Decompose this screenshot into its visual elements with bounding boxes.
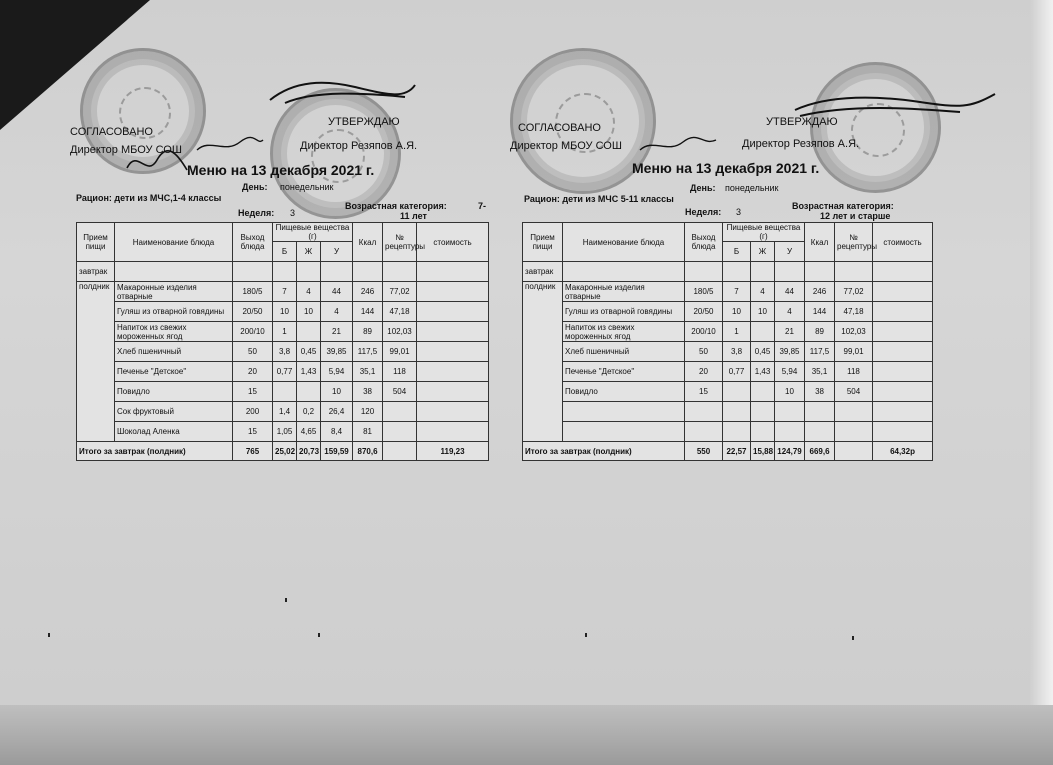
table-row: полдник Макаронные изделия отварные 180/5 7 4 44 246 77,02 (77, 282, 489, 302)
day-value: понедельник (280, 182, 334, 192)
menu-right (510, 0, 990, 480)
director-name: Директор Резяпов А.Я. (742, 138, 860, 150)
col-kcal: Ккал (805, 223, 835, 262)
col-cost: стоимость (417, 223, 489, 262)
scan-speck (285, 598, 287, 602)
meal-breakfast: завтрак (523, 262, 563, 282)
col-dish: Наименование блюда (563, 223, 685, 262)
col-meal: Прием пищи (523, 223, 563, 262)
table-row: Повидло 15 10 38 504 (77, 382, 489, 402)
table-row: Печенье "Детское" 20 0,77 1,43 5,94 35,1 118 (77, 362, 489, 382)
table-row: Шоколад Аленка 15 1,05 4,65 8,4 81 (77, 422, 489, 442)
director-school: Директор МБОУ СОШ (510, 140, 622, 152)
table-row: Напиток из свежих мороженных ягод 200/10 1 21 89 102,03 (523, 322, 933, 342)
table-row (523, 422, 933, 442)
meal-snack: полдник (523, 282, 563, 442)
week-value: 3 (736, 207, 742, 217)
table-row: Гуляш из отварной говядины 20/50 10 10 4 144 47,18 (523, 302, 933, 322)
col-b: Б (273, 242, 297, 262)
table-row: полдник Макаронные изделия отварные 180/5 7 4 44 246 77,02 (523, 282, 933, 302)
meal-breakfast: завтрак (77, 262, 115, 282)
col-yield: Выход блюда (233, 223, 273, 262)
col-b: Б (723, 242, 751, 262)
signature-scribble (638, 134, 718, 156)
ration: Рацион: дети из МЧС,1-4 классы (76, 193, 222, 203)
table-row: Хлеб пшеничный 50 3,8 0,45 39,85 117,5 99,01 (77, 342, 489, 362)
col-kcal: Ккал (353, 223, 383, 262)
menu-table (76, 222, 489, 461)
table-row: Повидло 15 10 38 504 (523, 382, 933, 402)
col-yield: Выход блюда (685, 223, 723, 262)
scan-speck (318, 633, 320, 637)
table-row: Гуляш из отварной говядины 20/50 10 10 4 144 47,18 (77, 302, 489, 322)
signature-scribble (265, 75, 425, 115)
director-name: Директор Резяпов А.Я. (300, 140, 418, 152)
approve-label: УТВЕРЖДАЮ (766, 116, 838, 128)
table-row: Печенье "Детское" 20 0,77 1,43 5,94 35,1 118 (523, 362, 933, 382)
week-label: Неделя: (685, 207, 722, 217)
age-value-2: 12 лет и старше (820, 211, 891, 221)
total-row: Итого за завтрак (полдник) 765 25,02 20,73 159,59 870,6 119,23 (77, 442, 489, 461)
agreed-label: СОГЛАСОВАНО (70, 126, 153, 138)
table-row (523, 402, 933, 422)
col-zh: Ж (297, 242, 321, 262)
col-u: У (775, 242, 805, 262)
director-school: Директор МБОУ СОШ (70, 144, 182, 156)
col-recipe: № рецептуры (383, 223, 417, 262)
col-dish: Наименование блюда (115, 223, 233, 262)
menu-left (70, 0, 550, 480)
age-value-2: 11 лет (400, 211, 427, 221)
age-label: Возрастная категория: (345, 201, 447, 211)
day-label: День: (242, 182, 268, 192)
scan-speck (852, 636, 854, 640)
week-label: Неделя: (238, 208, 275, 218)
signature-scribble (195, 134, 265, 156)
col-meal: Прием пищи (77, 223, 115, 262)
menu-title: Меню на 13 декабря 2021 г. (632, 160, 820, 176)
total-row: Итого за завтрак (полдник) 550 22,57 15,88 124,79 669,6 64,32р (523, 442, 933, 461)
age-label: Возрастная категория: (792, 201, 894, 211)
col-recipe: № рецептуры (835, 223, 873, 262)
table-row: Сок фруктовый 200 1,4 0,2 26,4 120 (77, 402, 489, 422)
table-row: Напиток из свежих мороженных ягод 200/10 1 21 89 102,03 (77, 322, 489, 342)
menu-title: Меню на 13 декабря 2021 г. (187, 162, 375, 178)
col-zh: Ж (751, 242, 775, 262)
scan-shadow (0, 705, 1053, 765)
day-value: понедельник (725, 183, 779, 193)
scan-speck (48, 633, 50, 637)
col-nutrients: Пищевые вещества (г) (273, 223, 353, 242)
scan-edge (1030, 0, 1053, 765)
ration: Рацион: дети из МЧС 5-11 классы (524, 194, 674, 204)
agreed-label: СОГЛАСОВАНО (518, 122, 601, 134)
table-row: Хлеб пшеничный 50 3,8 0,45 39,85 117,5 99,01 (523, 342, 933, 362)
approve-label: УТВЕРЖДАЮ (328, 116, 400, 128)
age-value-1: 7- (478, 201, 487, 211)
col-nutrients: Пищевые вещества (г) (723, 223, 805, 242)
day-label: День: (690, 183, 716, 193)
col-cost: стоимость (873, 223, 933, 262)
week-value: 3 (290, 208, 296, 218)
scan-speck (585, 633, 587, 637)
menu-table (522, 222, 933, 461)
meal-snack: полдник (77, 282, 115, 442)
col-u: У (321, 242, 353, 262)
